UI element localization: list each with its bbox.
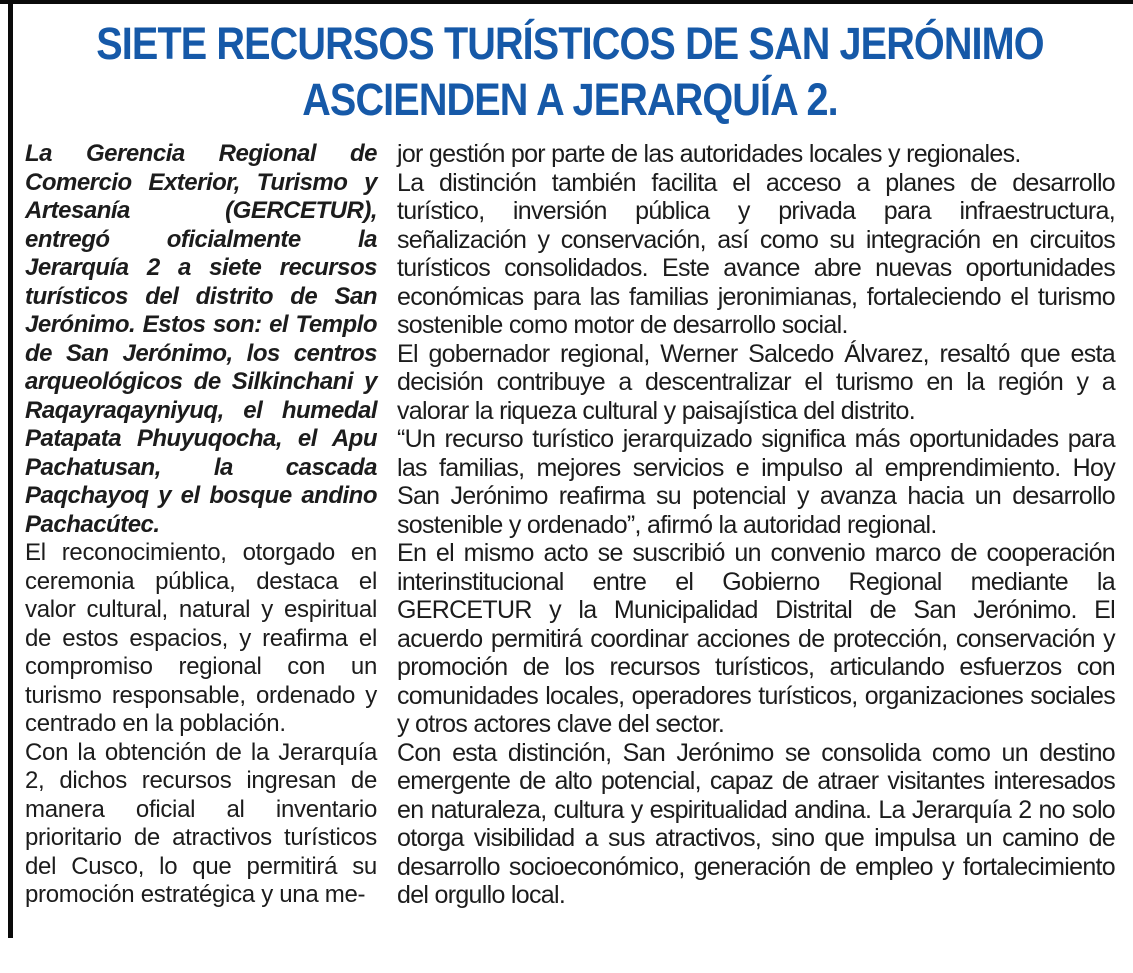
left-paragraph: El reconocimiento, otorgado en ceremonia pública, destaca el valor cultural, natural y espiritual de estos espacios, y reafirma el compromiso regional con un turismo responsable, ordenado y centrado en la población. <box>25 539 377 737</box>
top-border-line <box>0 0 1133 4</box>
right-paragraph: El gobernador regional, Werner Salcedo Álvarez, resaltó que esta decisión contribuye a descentralizar el turismo en la región y a valorar la riqueza cultural y paisajística del distrito. <box>397 339 1115 425</box>
left-paragraph: Con la obtención de la Jerarquía 2, dichos recursos ingresan de manera oficial al inventario prioritario de atractivos turísticos del Cusco, lo que permitirá su promoción estratégica y una me- <box>25 738 377 908</box>
headline-line-2: ASCIENDEN A JERARQUÍA 2. <box>302 74 838 125</box>
article-body <box>25 140 1115 910</box>
lead-paragraph: La Gerencia Regional de Comercio Exterior, Turismo y Artesanía (GERCETUR), entregó oficialmente la Jerarquía 2 a siete recursos turísticos del distrito de San Jerónimo. Estos son: el Templo de San Jerónimo, los centros arqueológicos de Silkinchani y Raqayraqayniyuq, el humedal Patapata Phuyuqocha, el Apu Pachatusan, la cascada Paqchayoq y el bosque andino Pachacútec. <box>25 140 377 538</box>
right-paragraph: Con esta distinción, San Jerónimo se consolida como un destino emergente de alto potencial, capaz de atraer visitantes interesados en naturaleza, cultura y espiritualidad andina. La Jerarquía 2 no solo otorga visibilidad a sus atractivos, sino que impulsa un camino de desarrollo socioeconómico, generación de empleo y fortalecimiento del orgullo local. <box>397 738 1115 909</box>
article-headline <box>25 16 1115 128</box>
right-paragraph: En el mismo acto se suscribió un convenio marco de cooperación interinstitucional entre el Gobierno Regional mediante la GERCETUR y la Municipalidad Distrital de San Jerónimo. El acuerdo permitirá coordinar acciones de protección, conservación y promoción de los recursos turísticos, articulando esfuerzos con comunidades locales, operadores turísticos, organizaciones sociales y otros actores clave del sector. <box>397 539 1115 738</box>
article-page <box>25 10 1115 910</box>
right-paragraph: “Un recurso turístico jerarquizado significa más oportunidades para las familias, mejores servicios e impulso al emprendimiento. Hoy San Jerónimo reafirma su potencial y avanza hacia un desarrollo sostenible y ordenado”, afirmó la autoridad regional. <box>397 425 1115 539</box>
right-paragraph: La distinción también facilita el acceso a planes de desarrollo turístico, inversión pública y privada para infraestructura, señalización y conservación, así como su integración en circuitos turísticos consolidados. Este avance abre nuevas oportunidades económicas para las familias jeronimianas, fortaleciendo el turismo sostenible como motor de desarrollo social. <box>397 168 1115 339</box>
left-border-line <box>8 0 13 938</box>
left-column <box>25 140 377 910</box>
right-paragraph: jor gestión por parte de las autoridades locales y regionales. <box>397 140 1021 168</box>
right-column <box>397 140 1115 910</box>
headline-line-1: SIETE RECURSOS TURÍSTICOS DE SAN JERÓNIMO <box>96 18 1044 69</box>
